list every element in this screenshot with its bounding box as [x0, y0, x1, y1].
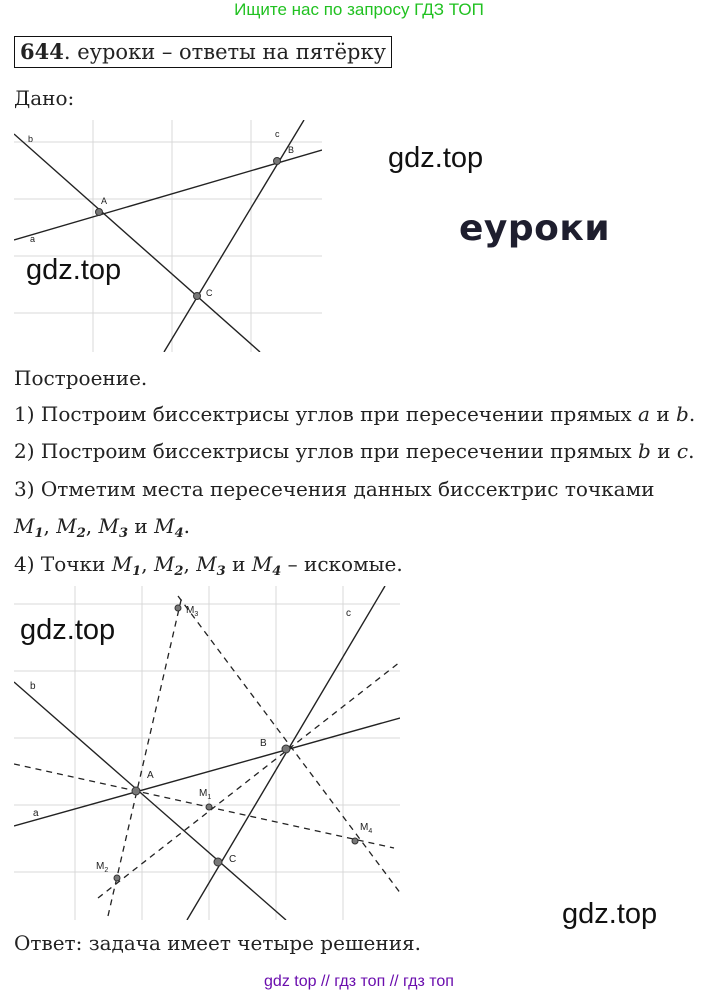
- label-m2: $M_2$: [96, 861, 109, 874]
- line-c: [164, 120, 304, 352]
- point-m1: $M_1$: [111, 552, 142, 579]
- step-2: [14, 439, 694, 463]
- label-m4: $M_4$: [360, 822, 373, 835]
- step-2-end: .: [688, 439, 695, 463]
- step-4-suffix: – искомые.: [281, 552, 403, 576]
- label-point-c: C: [206, 288, 213, 298]
- label-c: c: [275, 129, 280, 139]
- var-b: b: [676, 402, 689, 426]
- label-m1: $M_1$: [199, 788, 212, 801]
- step-4: 4) Точки $M_1$, $M_2$, $M_3$ и $M_4$ – искомые.: [14, 552, 403, 579]
- point-b: [274, 158, 281, 165]
- label-point-a: A: [101, 196, 108, 206]
- var-c: c: [676, 439, 689, 463]
- watermark-gdz-4: gdz.top: [562, 898, 658, 930]
- label-a: a: [33, 808, 39, 819]
- watermark-gdz-3: gdz.top: [20, 614, 116, 646]
- grid: [14, 120, 322, 352]
- label-point-c: C: [229, 854, 237, 865]
- label-b: b: [30, 681, 36, 692]
- step-1-end: .: [688, 402, 696, 426]
- var-b: b: [638, 439, 651, 463]
- footer-links[interactable]: gdz top // гдз топ // гдз топ: [264, 973, 454, 990]
- point-m2: $M_2$: [56, 514, 86, 541]
- point-m3: $M_3$: [98, 514, 129, 541]
- line-b: [14, 682, 286, 920]
- point-a: [132, 787, 140, 795]
- point-m4: $M_4$: [154, 514, 184, 541]
- given-label: Дано:: [14, 86, 75, 110]
- point-a: [96, 209, 103, 216]
- step-1: [14, 402, 695, 426]
- label-m3: $M_3$: [186, 605, 199, 618]
- label-point-a: A: [147, 770, 154, 781]
- bisector-2: [108, 596, 182, 916]
- construction-heading: Построение.: [14, 366, 148, 390]
- point-m1: $M_1$: [14, 514, 44, 541]
- watermark-gdz-2: gdz.top: [26, 254, 122, 286]
- label-a: a: [30, 234, 36, 244]
- point-m3: $M_3$: [196, 552, 226, 579]
- euroki-logo: еуроки: [459, 208, 611, 249]
- var-a: a: [638, 402, 650, 426]
- point-c: [214, 858, 222, 866]
- line-b: [14, 134, 260, 352]
- task-title: [14, 36, 392, 68]
- label-c: c: [346, 608, 351, 619]
- answer: Ответ: задача имеет четыре решения.: [14, 931, 422, 955]
- bisector-4: [98, 662, 400, 898]
- point-m4: $M_4$: [251, 552, 282, 579]
- step-2-and: и: [650, 439, 677, 463]
- task-number: 644: [20, 39, 64, 64]
- label-point-b: B: [288, 145, 295, 155]
- label-b: b: [28, 134, 34, 144]
- label-point-b: B: [260, 738, 267, 749]
- point-m4: [352, 838, 358, 844]
- point-b: [282, 745, 290, 753]
- point-m2: [114, 875, 120, 881]
- step-1-text: 1) Построим биссектрисы углов при пересечении прямых: [14, 402, 639, 426]
- step-2-text: 2) Построим биссектрисы углов при пересечении прямых: [14, 439, 639, 463]
- step-1-and: и: [649, 402, 677, 426]
- point-c: [194, 293, 201, 300]
- point-m1: [206, 804, 212, 810]
- point-m3: [175, 605, 181, 611]
- bisector-3: [14, 764, 394, 848]
- watermark-gdz-1: gdz.top: [388, 142, 484, 174]
- point-m2: $M_2$: [153, 552, 184, 579]
- step-3-points: $M_1$, $M_2$, $M_3$ и $M_4$.: [14, 514, 190, 541]
- search-banner: Ищите нас по запросу ГДЗ ТОП: [234, 0, 484, 19]
- given-figure: [14, 120, 322, 352]
- step-4-text: 4) Точки: [14, 552, 112, 576]
- task-title-text: . еуроки – ответы на пятёрку: [63, 40, 386, 64]
- step-3: 3) Отметим места пересечения данных биссектрис точками: [14, 477, 655, 501]
